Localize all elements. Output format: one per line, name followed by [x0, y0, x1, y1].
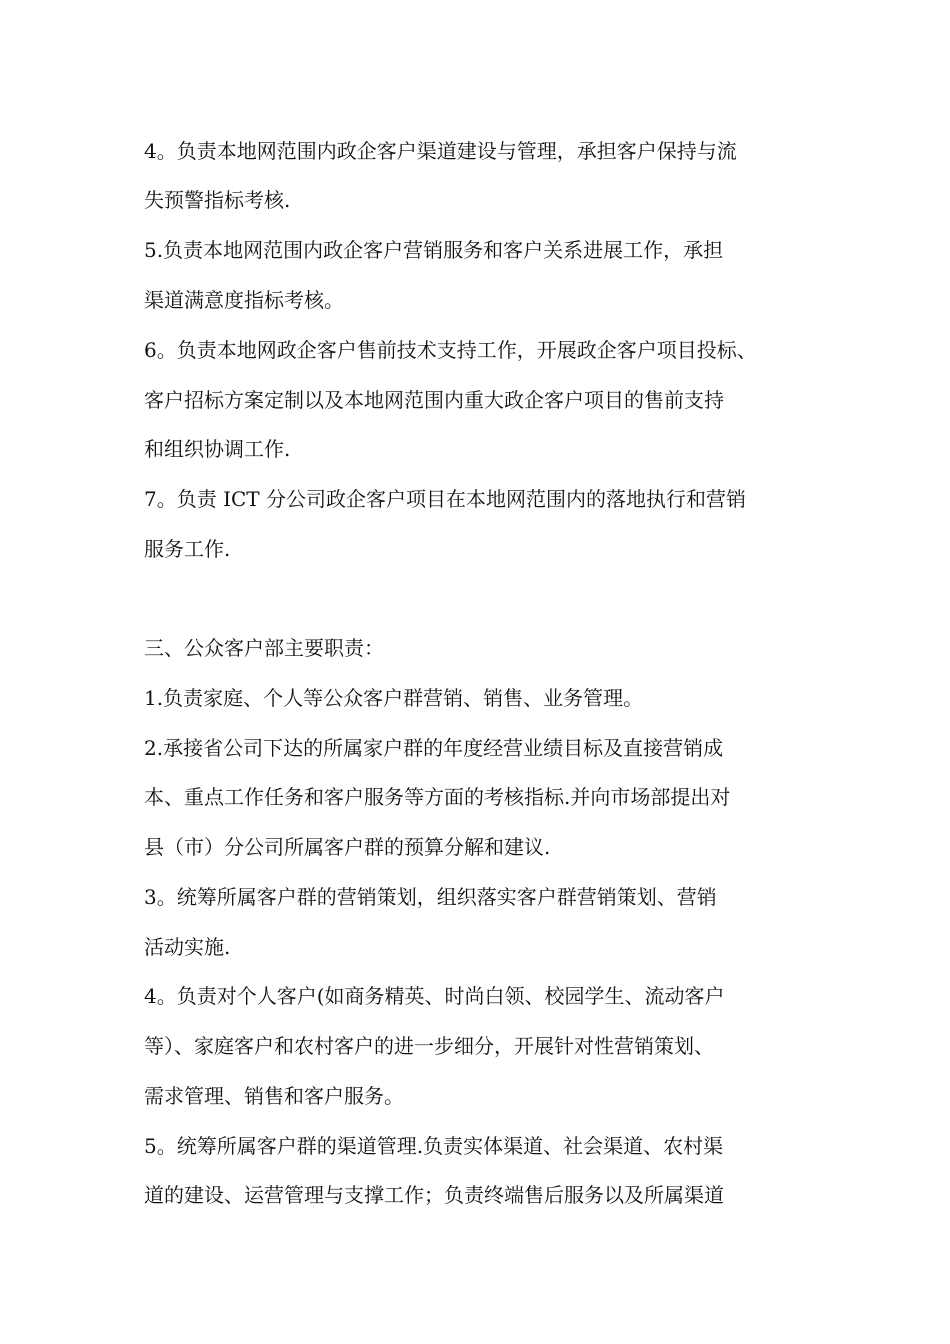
item-2-line-2: 本、重点工作任务和客户服务等方面的考核指标.并向市场部提出对	[144, 785, 731, 809]
item-2-line-1: 2.承接省公司下达的所属家户群的年度经营业绩目标及直接营销成	[144, 736, 724, 760]
paragraph-7-line-2: 服务工作.	[144, 537, 231, 561]
paragraph-4-line-2: 失预警指标考核.	[144, 188, 291, 212]
paragraph-7-line-1: 7。负责 ICT 分公司政企客户项目在本地网范围内的落地执行和营销	[144, 487, 746, 511]
item-2-line-3: 县（市）分公司所属客户群的预算分解和建议.	[144, 835, 551, 859]
item-4-line-3: 需求管理、销售和客户服务。	[144, 1084, 404, 1108]
paragraph-6-line-3: 和组织协调工作.	[144, 437, 291, 461]
paragraph-6-line-2: 客户招标方案定制以及本地网范围内重大政企客户项目的售前支持	[144, 388, 724, 412]
item-4-line-2: 等）、家庭客户和农村客户的进一步细分，开展针对性营销策划、	[144, 1034, 714, 1058]
paragraph-6-line-1: 6。负责本地网政企客户售前技术支持工作，开展政企客户项目投标、	[144, 338, 757, 362]
item-3-line-2: 活动实施.	[144, 935, 231, 959]
paragraph-5-line-2: 渠道满意度指标考核。	[144, 288, 344, 312]
item-5-line-2: 道的建设、运营管理与支撑工作；负责终端售后服务以及所属渠道	[144, 1183, 724, 1207]
item-5-line-1: 5。统筹所属客户群的渠道管理.负责实体渠道、社会渠道、农村渠	[144, 1134, 724, 1158]
item-3-line-1: 3。统筹所属客户群的营销策划，组织落实客户群营销策划、营销	[144, 885, 717, 909]
paragraph-4-line-1: 4。负责本地网范围内政企客户渠道建设与管理，承担客户保持与流	[144, 139, 737, 163]
paragraph-5-line-1: 5.负责本地网范围内政企客户营销服务和客户关系进展工作，承担	[144, 238, 724, 262]
item-4-line-1: 4。负责对个人客户(如商务精英、时尚白领、校园学生、流动客户	[144, 984, 725, 1008]
item-1-line-1: 1.负责家庭、个人等公众客户群营销、销售、业务管理。	[144, 686, 644, 710]
section-heading: 三、公众客户部主要职责：	[144, 636, 384, 660]
